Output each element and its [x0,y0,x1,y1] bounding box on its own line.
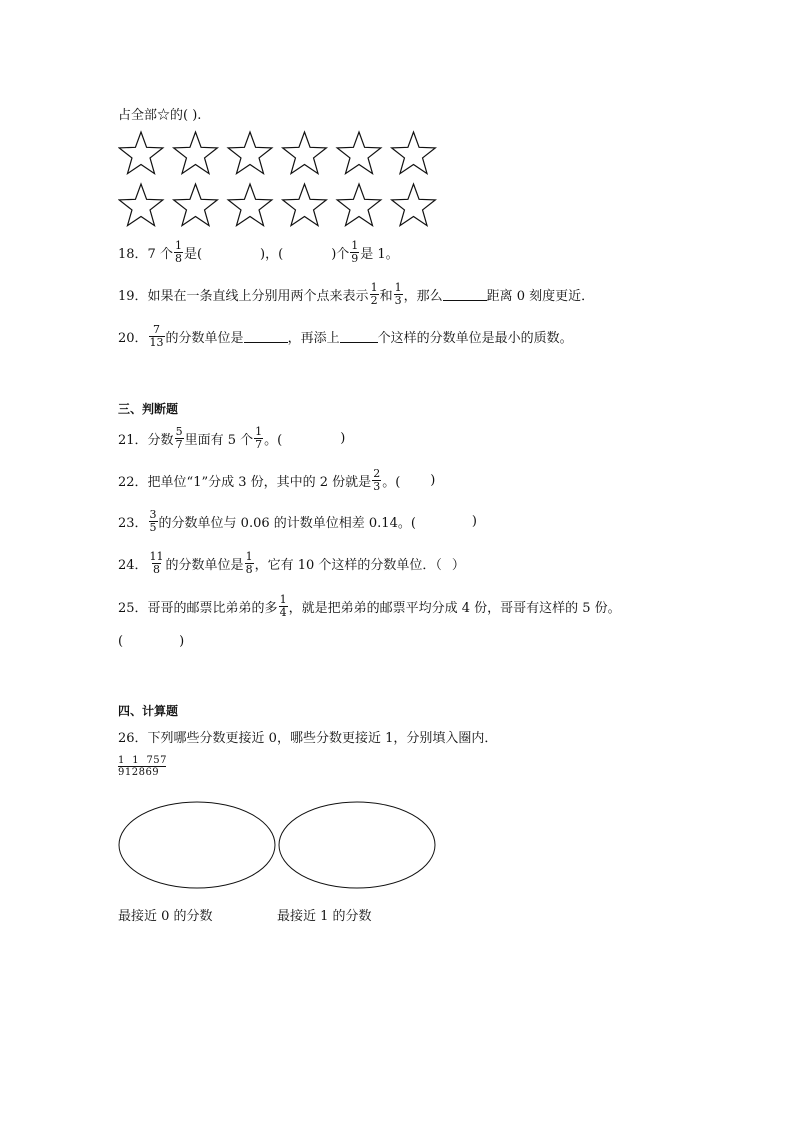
q20-number: 20． [118,331,148,346]
q25-text-2: ，就是把弟弟的邮票平均分成 4 份，哥哥有这样的 5 份。 [288,601,621,616]
star-icon [283,132,327,174]
q18-fraction-2: $\frac{1}{9}$ [351,239,359,265]
q19-fraction-1: $\frac{1}{2}$ [370,281,378,307]
q26-number: 26． [118,731,148,746]
q26-denominators: 912869 [118,767,160,778]
q22-fraction: $\frac{2}{3}$ [373,467,381,493]
question-22 [118,468,435,493]
oval-label-near-zero: 最接近 0 的分数 [118,909,213,924]
q25-answer-close: ) [179,634,185,649]
q18-fraction-1: $\frac{1}{8}$ [174,239,182,265]
q26-text: 下列哪些分数更接近 0，哪些分数更接近 1，分别填入圈内． [147,731,498,746]
q18-text-1: 7 个 [147,247,173,262]
q23-fraction: $\frac{3}{5}$ [149,508,157,534]
oval-near-zero[interactable] [119,802,275,888]
question-25 [118,594,621,619]
star-icon [337,132,381,174]
q20-text-2: ，再添上 [287,331,340,346]
question-18 [118,240,399,265]
q18-text-3: )，( [260,247,284,262]
q20-text-1: 的分数单位是 [165,331,244,346]
q18-text-5: 是 1。 [360,247,399,262]
q24-text-2: ，它有 10 个这样的分数单位．（ [254,558,442,573]
q21-fraction-2: $\frac{1}{7}$ [255,425,263,451]
q21-text-4: ) [340,431,346,446]
section-heading-calculation: 四、计算题 [118,704,179,718]
question-24 [118,551,465,576]
question-20 [118,324,573,349]
star-icon [228,184,272,226]
q19-text-2: 和 [379,289,393,304]
star-icon [174,184,218,226]
q21-fraction-1: $\frac{5}{7}$ [175,425,183,451]
q26-answer-ovals [118,800,440,892]
q19-text-4: 距离 0 刻度更近． [486,289,595,304]
q19-text-3: ，那么 [403,289,443,304]
q21-text-2: 里面有 5 个 [184,433,254,448]
q22-text-3: ) [430,473,436,488]
q21-number: 21． [118,433,148,448]
question-21 [118,426,345,451]
q23-number: 23． [118,516,148,531]
q25-answer-line [118,634,184,649]
question-23 [118,509,477,534]
q19-fraction-2: $\frac{1}{3}$ [394,281,402,307]
q24-text-3: ） [451,558,465,573]
q19-answer-blank[interactable] [443,288,487,301]
section-heading-judgement: 三、判断题 [118,402,179,416]
question-19 [118,282,594,307]
q24-text-1: 的分数单位是 [165,558,244,573]
star-icon [283,184,327,226]
star-icon [174,132,218,174]
q19-text-1: 如果在一条直线上分别用两个点来表示 [147,289,369,304]
q25-fraction: $\frac{1}{4}$ [279,593,287,619]
q21-text-3: 。( [264,433,283,448]
q19-number: 19． [118,289,148,304]
oval-label-near-one: 最接近 1 的分数 [277,909,372,924]
q24-fraction-2: $\frac{1}{8}$ [245,550,253,576]
q20-answer-blank-1[interactable] [244,330,288,343]
q17-text: 占全部☆的( ). [118,108,202,123]
q25-answer-open: ( [118,634,124,649]
star-grid [118,130,437,228]
star-icon [337,184,381,226]
star-icon [228,132,272,174]
q26-numerators: 1 1 757 [118,755,168,766]
q22-number: 22． [118,475,148,490]
q22-text-1: 把单位“1”分成 3 份，其中的 2 份就是 [147,475,372,490]
q20-answer-blank-2[interactable] [340,330,378,343]
star-icon [392,184,436,226]
oval-near-one[interactable] [279,802,435,888]
q22-text-2: 。( [382,475,401,490]
q25-text-1: 哥哥的邮票比弟弟的多 [147,601,278,616]
q23-text-1: 的分数单位与 0.06 的计数单位相差 0.14。( [158,516,416,531]
star-icon [119,184,163,226]
q18-text-4: )个 [331,247,350,262]
q24-fraction-1: $\frac{11}{8}$ [149,550,164,576]
q23-text-2: ) [471,514,477,529]
q20-fraction: $\frac{7}{13}$ [149,323,164,349]
q20-text-3: 个这样的分数单位是最小的质数。 [377,331,573,346]
q26-fraction-list [118,755,167,778]
q18-number: 18． [118,247,148,262]
q21-text-1: 分数 [147,433,174,448]
q25-number: 25． [118,601,148,616]
question-26 [118,727,497,746]
q24-number: 24． [118,558,148,573]
q18-text-2: 是( [183,247,203,262]
star-icon [119,132,163,174]
star-icon [392,132,436,174]
